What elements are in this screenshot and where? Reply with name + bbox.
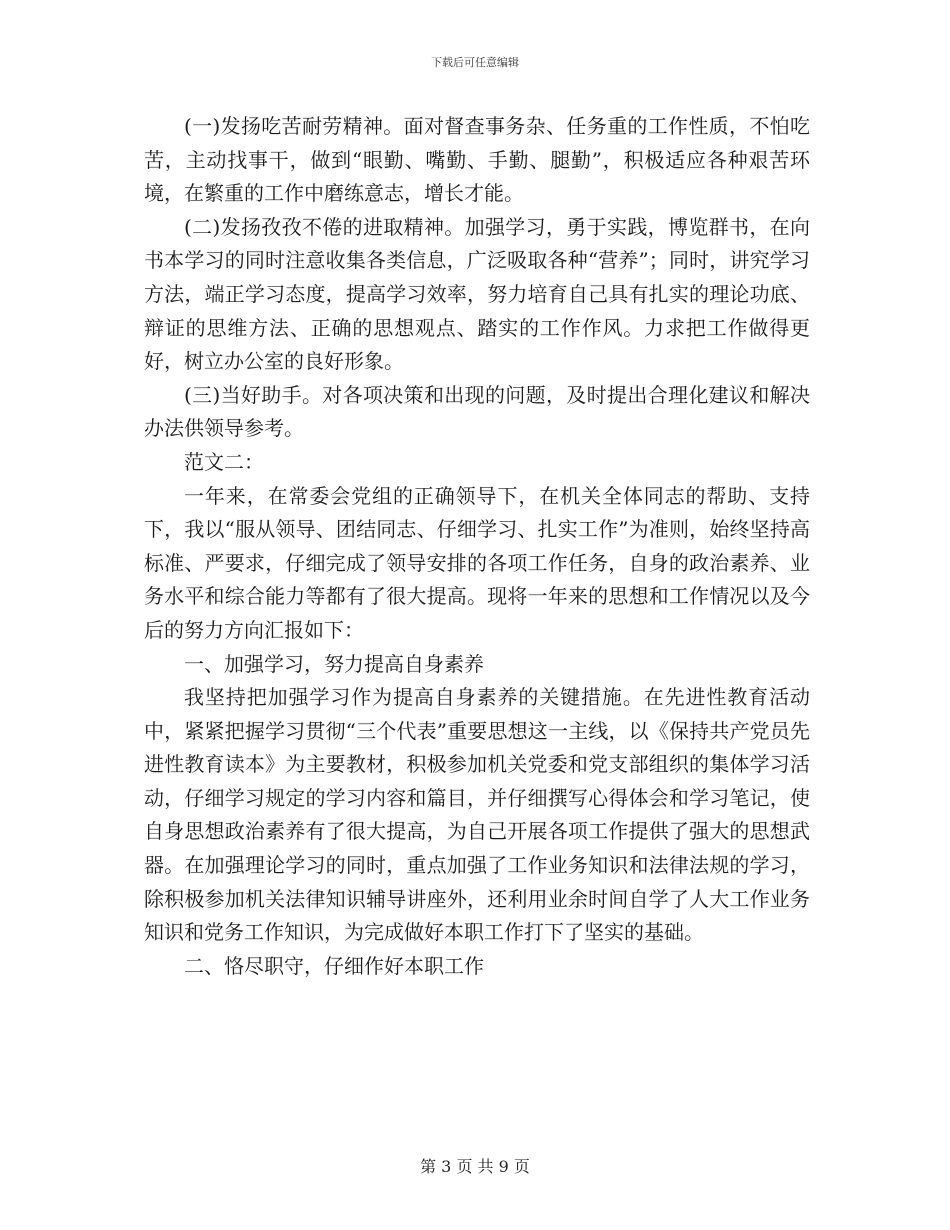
paragraph-study: 我坚持把加强学习作为提高自身素养的关键措施。在先进性教育活动中，紧紧把握学习贯彻“三个代表”重要思想这一主线，以《保持共产党员先进性教育读本》为主要教材，积极参加机关党委和党支部组织的集体学习活动，仔细学习规定的学习内容和篇目，并仔细撰写心得体会和学习笔记，使自身思想政治素养有了很大提高，为自己开展各项工作提供了强大的思想武器。在加强理论学习的同时，重点加强了工作业务知识和法律法规的学习，除积极参加机关法律知识辅导讲座外，还利用业余时间自学了人大工作业务知识和党务工作知识，为完成做好本职工作打下了坚实的基础。 bbox=[144, 685, 810, 945]
paragraph-section-1: (一)发扬吃苦耐劳精神。面对督查事务杂、任务重的工作性质，不怕吃苦，主动找事干，做到“眼勤、嘴勤、手勤、腿勤”，积极适应各种艰苦环境，在繁重的工作中磨练意志，增长才能。 bbox=[144, 114, 810, 206]
paragraph-section-2: (二)发扬孜孜不倦的进取精神。加强学习，勇于实践，博览群书，在向书本学习的同时注意收集各类信息，广泛吸取各种“营养”；同时，讲究学习方法，端正学习态度，提高学习效率，努力培育自己具有扎实的理论功底、辩证的思维方法、正确的思想观点、踏实的工作作风。力求把工作做得更好，树立办公室的良好形象。 bbox=[144, 214, 810, 374]
sample-heading: 范文二： bbox=[184, 449, 264, 474]
section-heading-2: 二、恪尽职守，仔细作好本职工作 bbox=[184, 953, 484, 978]
document-body bbox=[144, 110, 810, 983]
paragraph-intro: 一年来，在常委会党组的正确领导下，在机关全体同志的帮助、支持下，我以“服从领导、团结同志、仔细学习、扎实工作”为准则，始终坚持高标准、严要求，仔细完成了领导安排的各项工作任务，自身的政治素养、业务水平和综合能力等都有了很大提高。现将一年来的思想和工作情况以及今后的努力方向汇报如下： bbox=[144, 483, 810, 642]
section-heading-1: 一、加强学习，努力提高自身素养 bbox=[184, 651, 484, 676]
paragraph-section-3: (三)当好助手。对各项决策和出现的问题，及时提出合理化建议和解决办法供领导参考。 bbox=[144, 382, 810, 441]
page-number: 第 3 页 共 9 页 bbox=[420, 1157, 530, 1176]
page-header-note: 下载后可任意编辑 bbox=[431, 56, 519, 69]
